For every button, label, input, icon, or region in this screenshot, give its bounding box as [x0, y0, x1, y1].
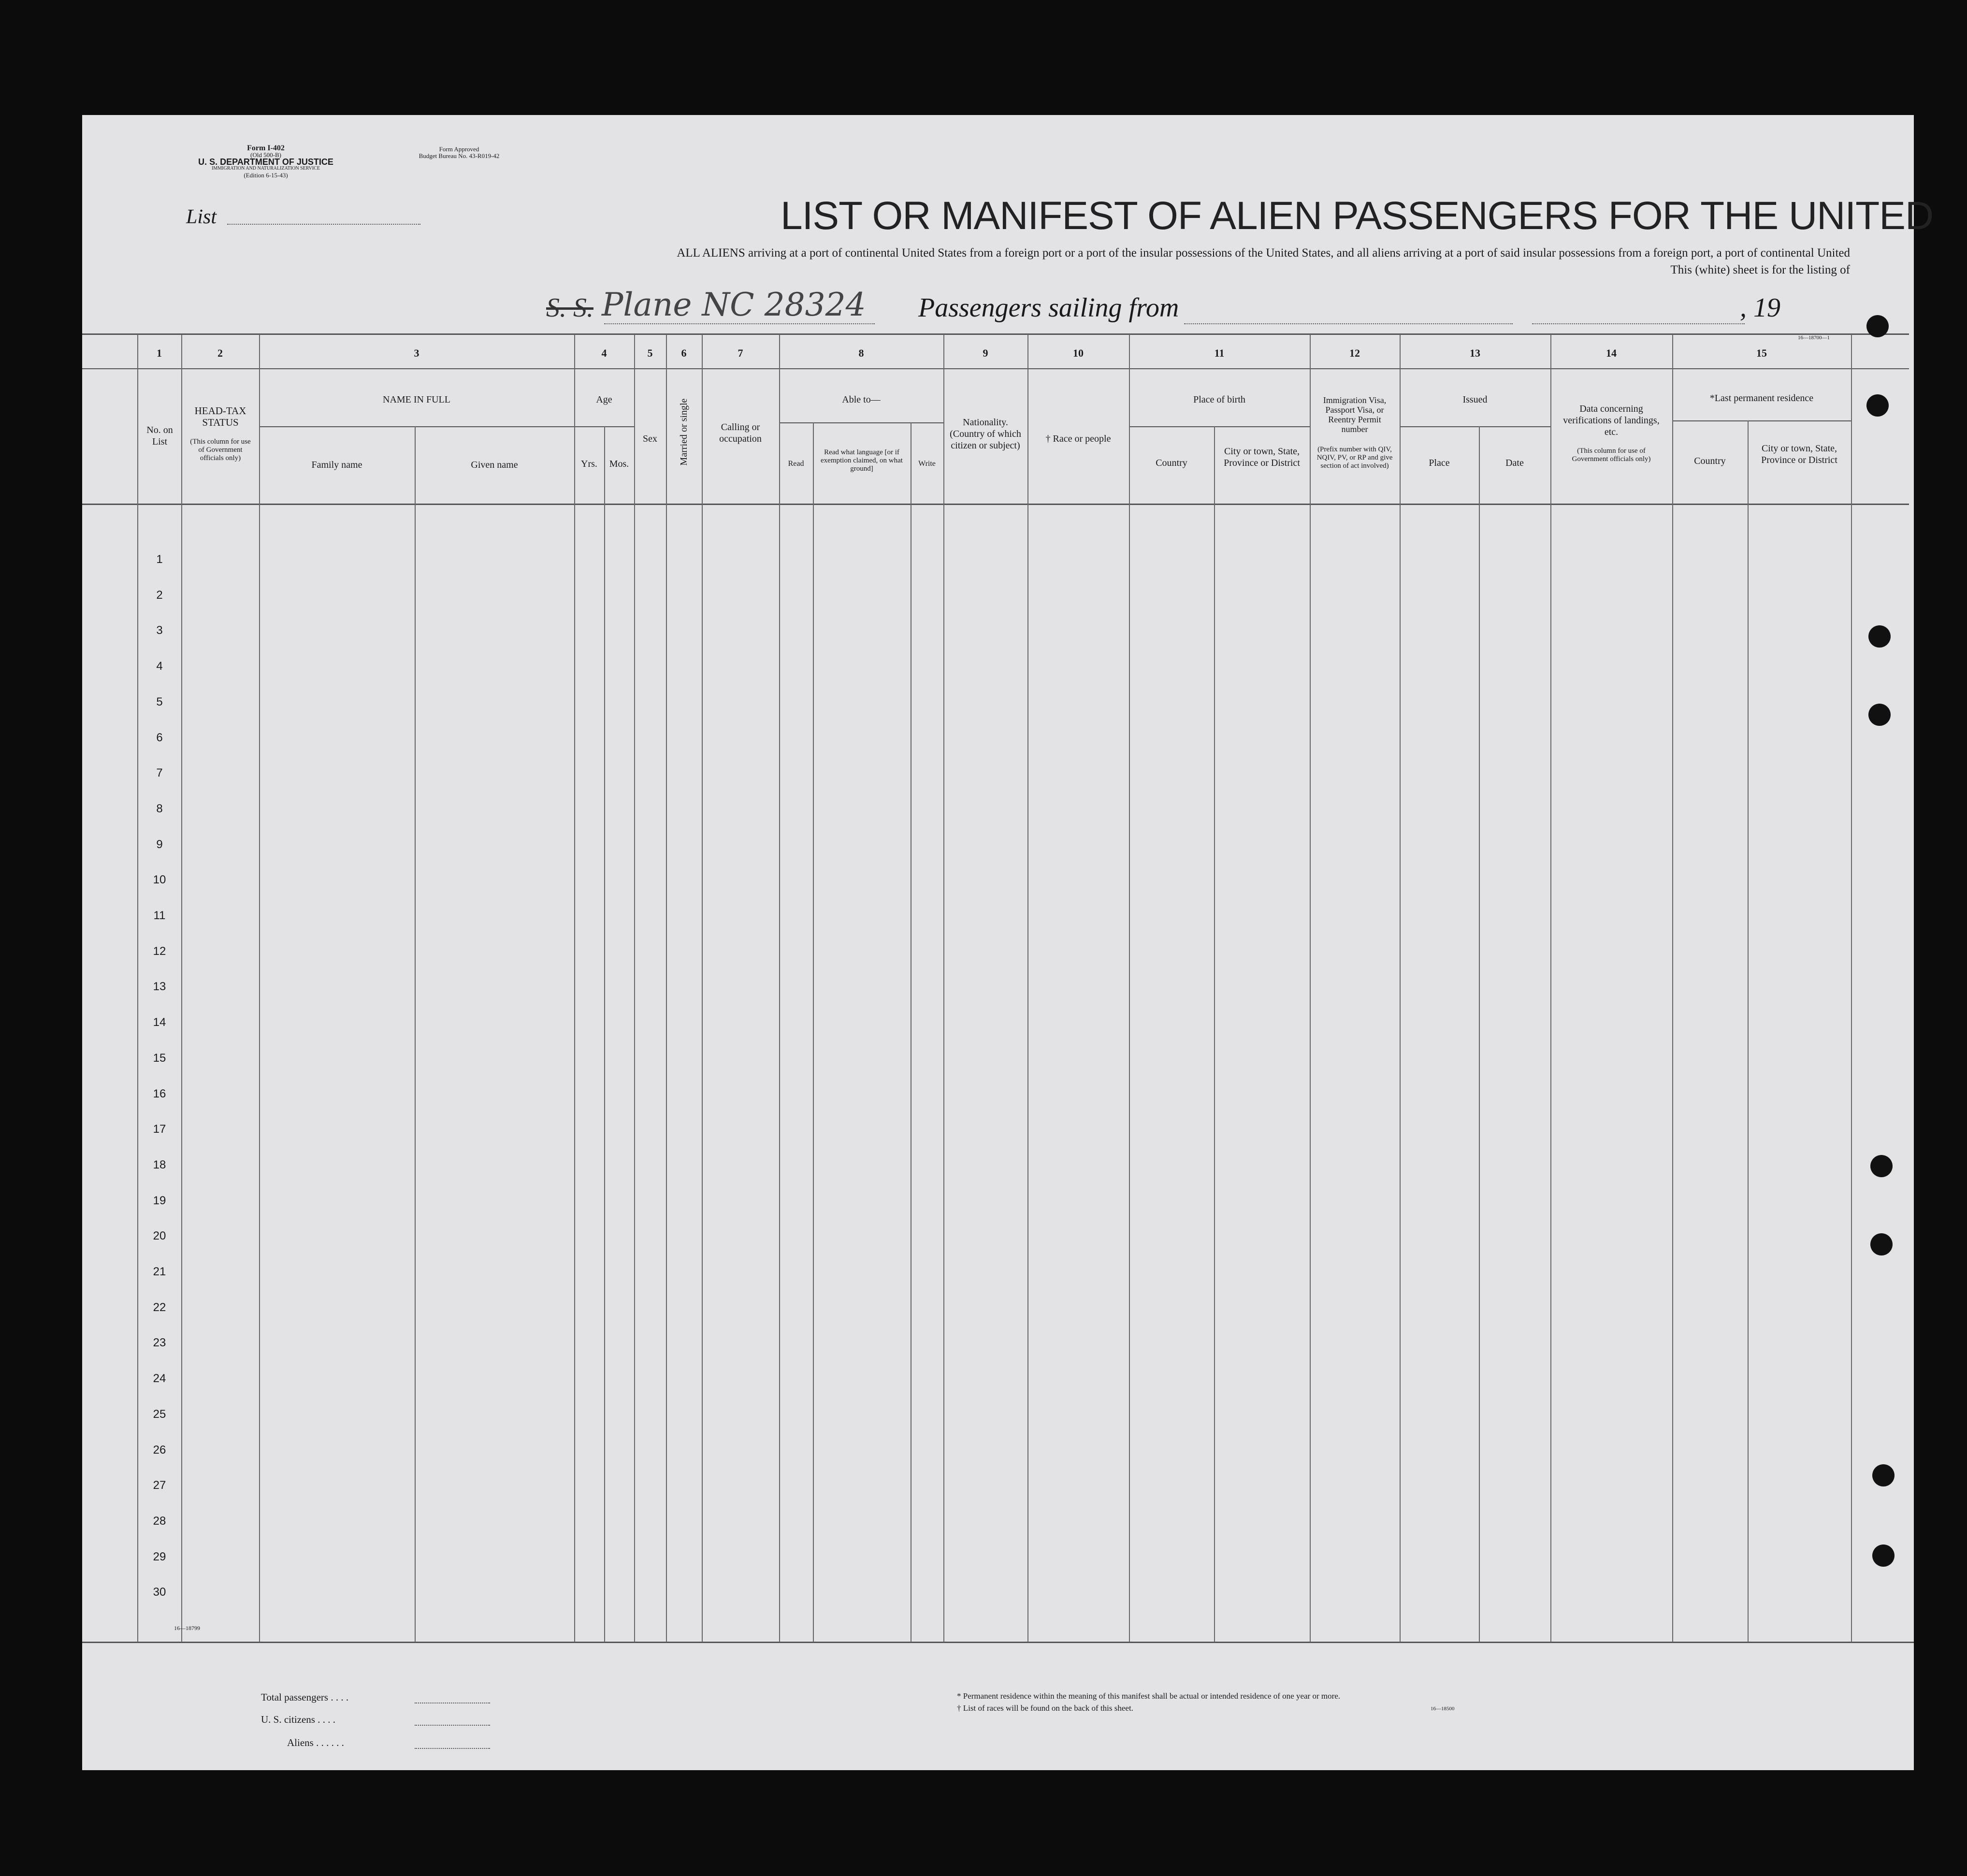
able-sub-rule [779, 422, 943, 423]
footer-code: 16—18500 [1431, 1706, 1455, 1712]
approval-block [387, 146, 532, 159]
row-number: 2 [156, 589, 163, 602]
residence-sub-rule [1672, 420, 1851, 421]
row-number: 29 [153, 1550, 166, 1563]
total-passengers-label: Total passengers . . . . [261, 1691, 349, 1703]
approval: Form Approved [439, 145, 479, 153]
birth-city-header: City or town, State, Province or District [1224, 446, 1300, 468]
colnum-rule [82, 368, 1909, 369]
col-line [702, 334, 703, 1642]
vessel-handwritten: Plane NC 28324 [602, 286, 866, 323]
subtitle-2: This (white) sheet is for the listing of [1670, 263, 1850, 276]
department: U. S. DEPARTMENT OF JUSTICE [198, 157, 333, 167]
read-what-header: Read what language [or if exemption claimed, on what ground] [821, 448, 903, 473]
col-line [634, 334, 635, 1642]
col-line [181, 334, 182, 1642]
row-number: 13 [153, 980, 166, 993]
write-header: Write [918, 460, 936, 468]
punch-hole [1872, 1544, 1895, 1567]
headtax-note: (This column for use of Government officials only) [190, 438, 251, 462]
punch-hole [1870, 1233, 1893, 1255]
age-header: Age [596, 394, 612, 405]
punch-hole [1868, 625, 1891, 648]
row-number: 6 [156, 731, 163, 744]
no-on-list-header: No. on List [146, 425, 173, 447]
last-residence-header: *Last permanent residence [1709, 393, 1814, 404]
col-line [1479, 426, 1480, 1642]
residence-city-header: City or town, State, Province or District [1761, 443, 1837, 465]
married-header: Married or single [679, 398, 689, 466]
race-header: † Race or people [1045, 433, 1111, 444]
sailing-blank [1184, 323, 1513, 324]
sex-header: Sex [643, 433, 657, 444]
punch-hole [1866, 394, 1889, 417]
row-number: 26 [153, 1443, 166, 1457]
col-line [1214, 426, 1215, 1642]
colnum-4: 4 [601, 347, 607, 359]
col-line [259, 334, 260, 1642]
colnum-3: 3 [414, 347, 419, 359]
colnum-15: 15 [1756, 347, 1767, 359]
form-id: Form I-402 [247, 144, 285, 152]
row-number: 1 [156, 553, 163, 566]
row-number: 3 [156, 624, 163, 637]
yrs-header: Yrs. [581, 459, 597, 469]
colnum-12: 12 [1349, 347, 1360, 359]
given-name-header: Given name [471, 460, 518, 470]
residence-country-header: Country [1694, 456, 1726, 466]
row-number: 17 [153, 1123, 166, 1136]
row-number: 16 [153, 1087, 166, 1100]
row-number: 15 [153, 1052, 166, 1065]
header-bottom-rule [82, 504, 1909, 505]
birth-sub-rule [1129, 426, 1310, 427]
row-number: 4 [156, 660, 163, 673]
top-code: 16—18700—1 [1798, 335, 1830, 341]
colnum-11: 11 [1214, 347, 1225, 359]
col-line [604, 426, 605, 1642]
row-number: 19 [153, 1194, 166, 1207]
col-line [943, 334, 944, 1642]
row-number: 23 [153, 1336, 166, 1349]
footnote-residence: * Permanent residence within the meaning of this manifest shall be actual or intended residence of one year or more. [957, 1691, 1341, 1701]
list-blank [227, 223, 420, 225]
visa-note: (Prefix number with QIV, NQIV, PV, or RP and give section of act involved) [1316, 446, 1393, 470]
bottom-code: 16—18799 [174, 1625, 200, 1631]
budget: Budget Bureau No. 43-R019-42 [419, 152, 500, 159]
col-line [666, 334, 667, 1642]
col-line [1851, 334, 1852, 1642]
manifest-sheet [82, 115, 1914, 1770]
birth-country-header: Country [1156, 458, 1187, 468]
row-number: 27 [153, 1479, 166, 1492]
issued-place-header: Place [1429, 458, 1450, 468]
row-number: 25 [153, 1408, 166, 1421]
sailing-label: Passengers sailing from [918, 293, 1179, 323]
col-line [1672, 334, 1673, 1642]
footnote-races: † List of races will be found on the back of this sheet. [957, 1703, 1133, 1713]
col-line [1129, 334, 1130, 1642]
col-line [779, 334, 780, 1642]
row-number: 30 [153, 1586, 166, 1599]
colnum-10: 10 [1073, 347, 1084, 359]
colnum-9: 9 [983, 347, 988, 359]
colnum-8: 8 [858, 347, 864, 359]
issued-date-header: Date [1505, 458, 1524, 468]
headtax-header: HEAD-TAX STATUS [194, 405, 246, 428]
calling-header: Calling or occupation [719, 422, 762, 444]
row-number: 28 [153, 1515, 166, 1528]
row-number: 11 [153, 909, 166, 922]
mos-header: Mos. [609, 459, 629, 469]
data-concerning-header: Data concerning verifications of landings, etc. [1563, 404, 1660, 437]
visa-header: Immigration Visa, Passport Visa, or Reentry Permit number [1323, 395, 1387, 434]
colnum-14: 14 [1606, 347, 1617, 359]
col-line [1748, 420, 1749, 1642]
colnum-5: 5 [647, 347, 653, 359]
place-of-birth-header: Place of birth [1193, 394, 1245, 405]
row-number: 8 [156, 802, 163, 815]
row-number: 18 [153, 1158, 166, 1171]
row-number: 14 [153, 1016, 166, 1029]
date-blank [1532, 323, 1745, 324]
us-citizens-label: U. S. citizens . . . . [261, 1714, 335, 1725]
service: IMMIGRATION AND NATURALIZATION SERVICE [212, 166, 320, 171]
family-name-header: Family name [311, 460, 362, 470]
old-form: (Old 500-B) [250, 151, 281, 159]
col-line [1400, 334, 1401, 1642]
col-line [574, 334, 575, 1642]
punch-hole [1872, 1464, 1895, 1486]
year-prefix: , 19 [1740, 293, 1780, 323]
col-line [137, 334, 138, 1642]
punch-hole [1866, 315, 1889, 337]
punch-hole [1868, 704, 1891, 726]
list-label: List [186, 206, 217, 228]
punch-hole [1870, 1155, 1893, 1177]
col-line [1550, 334, 1551, 1642]
table-bottom-rule [82, 1642, 1914, 1643]
row-number: 7 [156, 766, 163, 779]
name-sub-rule [259, 426, 574, 427]
row-number: 5 [156, 695, 163, 708]
ss-label: S. S. [546, 293, 593, 323]
aliens-label: Aliens . . . . . . [287, 1737, 344, 1748]
total-passengers-blank [415, 1702, 490, 1703]
colnum-1: 1 [157, 347, 162, 359]
row-number: 24 [153, 1372, 166, 1385]
data-note: (This column for use of Government officials only) [1572, 447, 1651, 463]
nationality-header: Nationality. (Country of which citizen or subject) [950, 417, 1021, 451]
row-number: 21 [153, 1265, 166, 1278]
table-top-rule [82, 333, 1909, 335]
subtitle: ALL ALIENS arriving at a port of continental United States from a foreign port or a port of the insular possessions of the United States, and all aliens arriving at a port of said insular possessions from a foreign port, a port of continental United [677, 246, 1850, 260]
row-number: 22 [153, 1301, 166, 1314]
aliens-blank [415, 1747, 490, 1749]
form-id-block [174, 145, 358, 179]
page-title: LIST OR MANIFEST OF ALIEN PASSENGERS FOR THE UNITED [781, 194, 1934, 238]
row-number: 12 [153, 945, 166, 958]
vessel-blank [604, 323, 875, 324]
col-line [1310, 334, 1311, 1642]
colnum-13: 13 [1470, 347, 1480, 359]
able-to-header: Able to— [842, 394, 881, 405]
col-line [415, 426, 416, 1642]
row-number: 20 [153, 1229, 166, 1242]
col-line [813, 422, 814, 1642]
row-number: 9 [156, 838, 163, 851]
us-citizens-blank [415, 1724, 490, 1726]
colnum-7: 7 [738, 347, 743, 359]
issued-header: Issued [1462, 394, 1488, 405]
read-header: Read [788, 460, 804, 468]
name-in-full-header: NAME IN FULL [383, 394, 450, 405]
issued-sub-rule [1400, 426, 1550, 427]
colnum-6: 6 [681, 347, 687, 359]
colnum-2: 2 [217, 347, 223, 359]
edition: (Edition 6-15-43) [244, 172, 288, 179]
col-line [1027, 334, 1028, 1642]
row-number: 10 [153, 873, 166, 886]
